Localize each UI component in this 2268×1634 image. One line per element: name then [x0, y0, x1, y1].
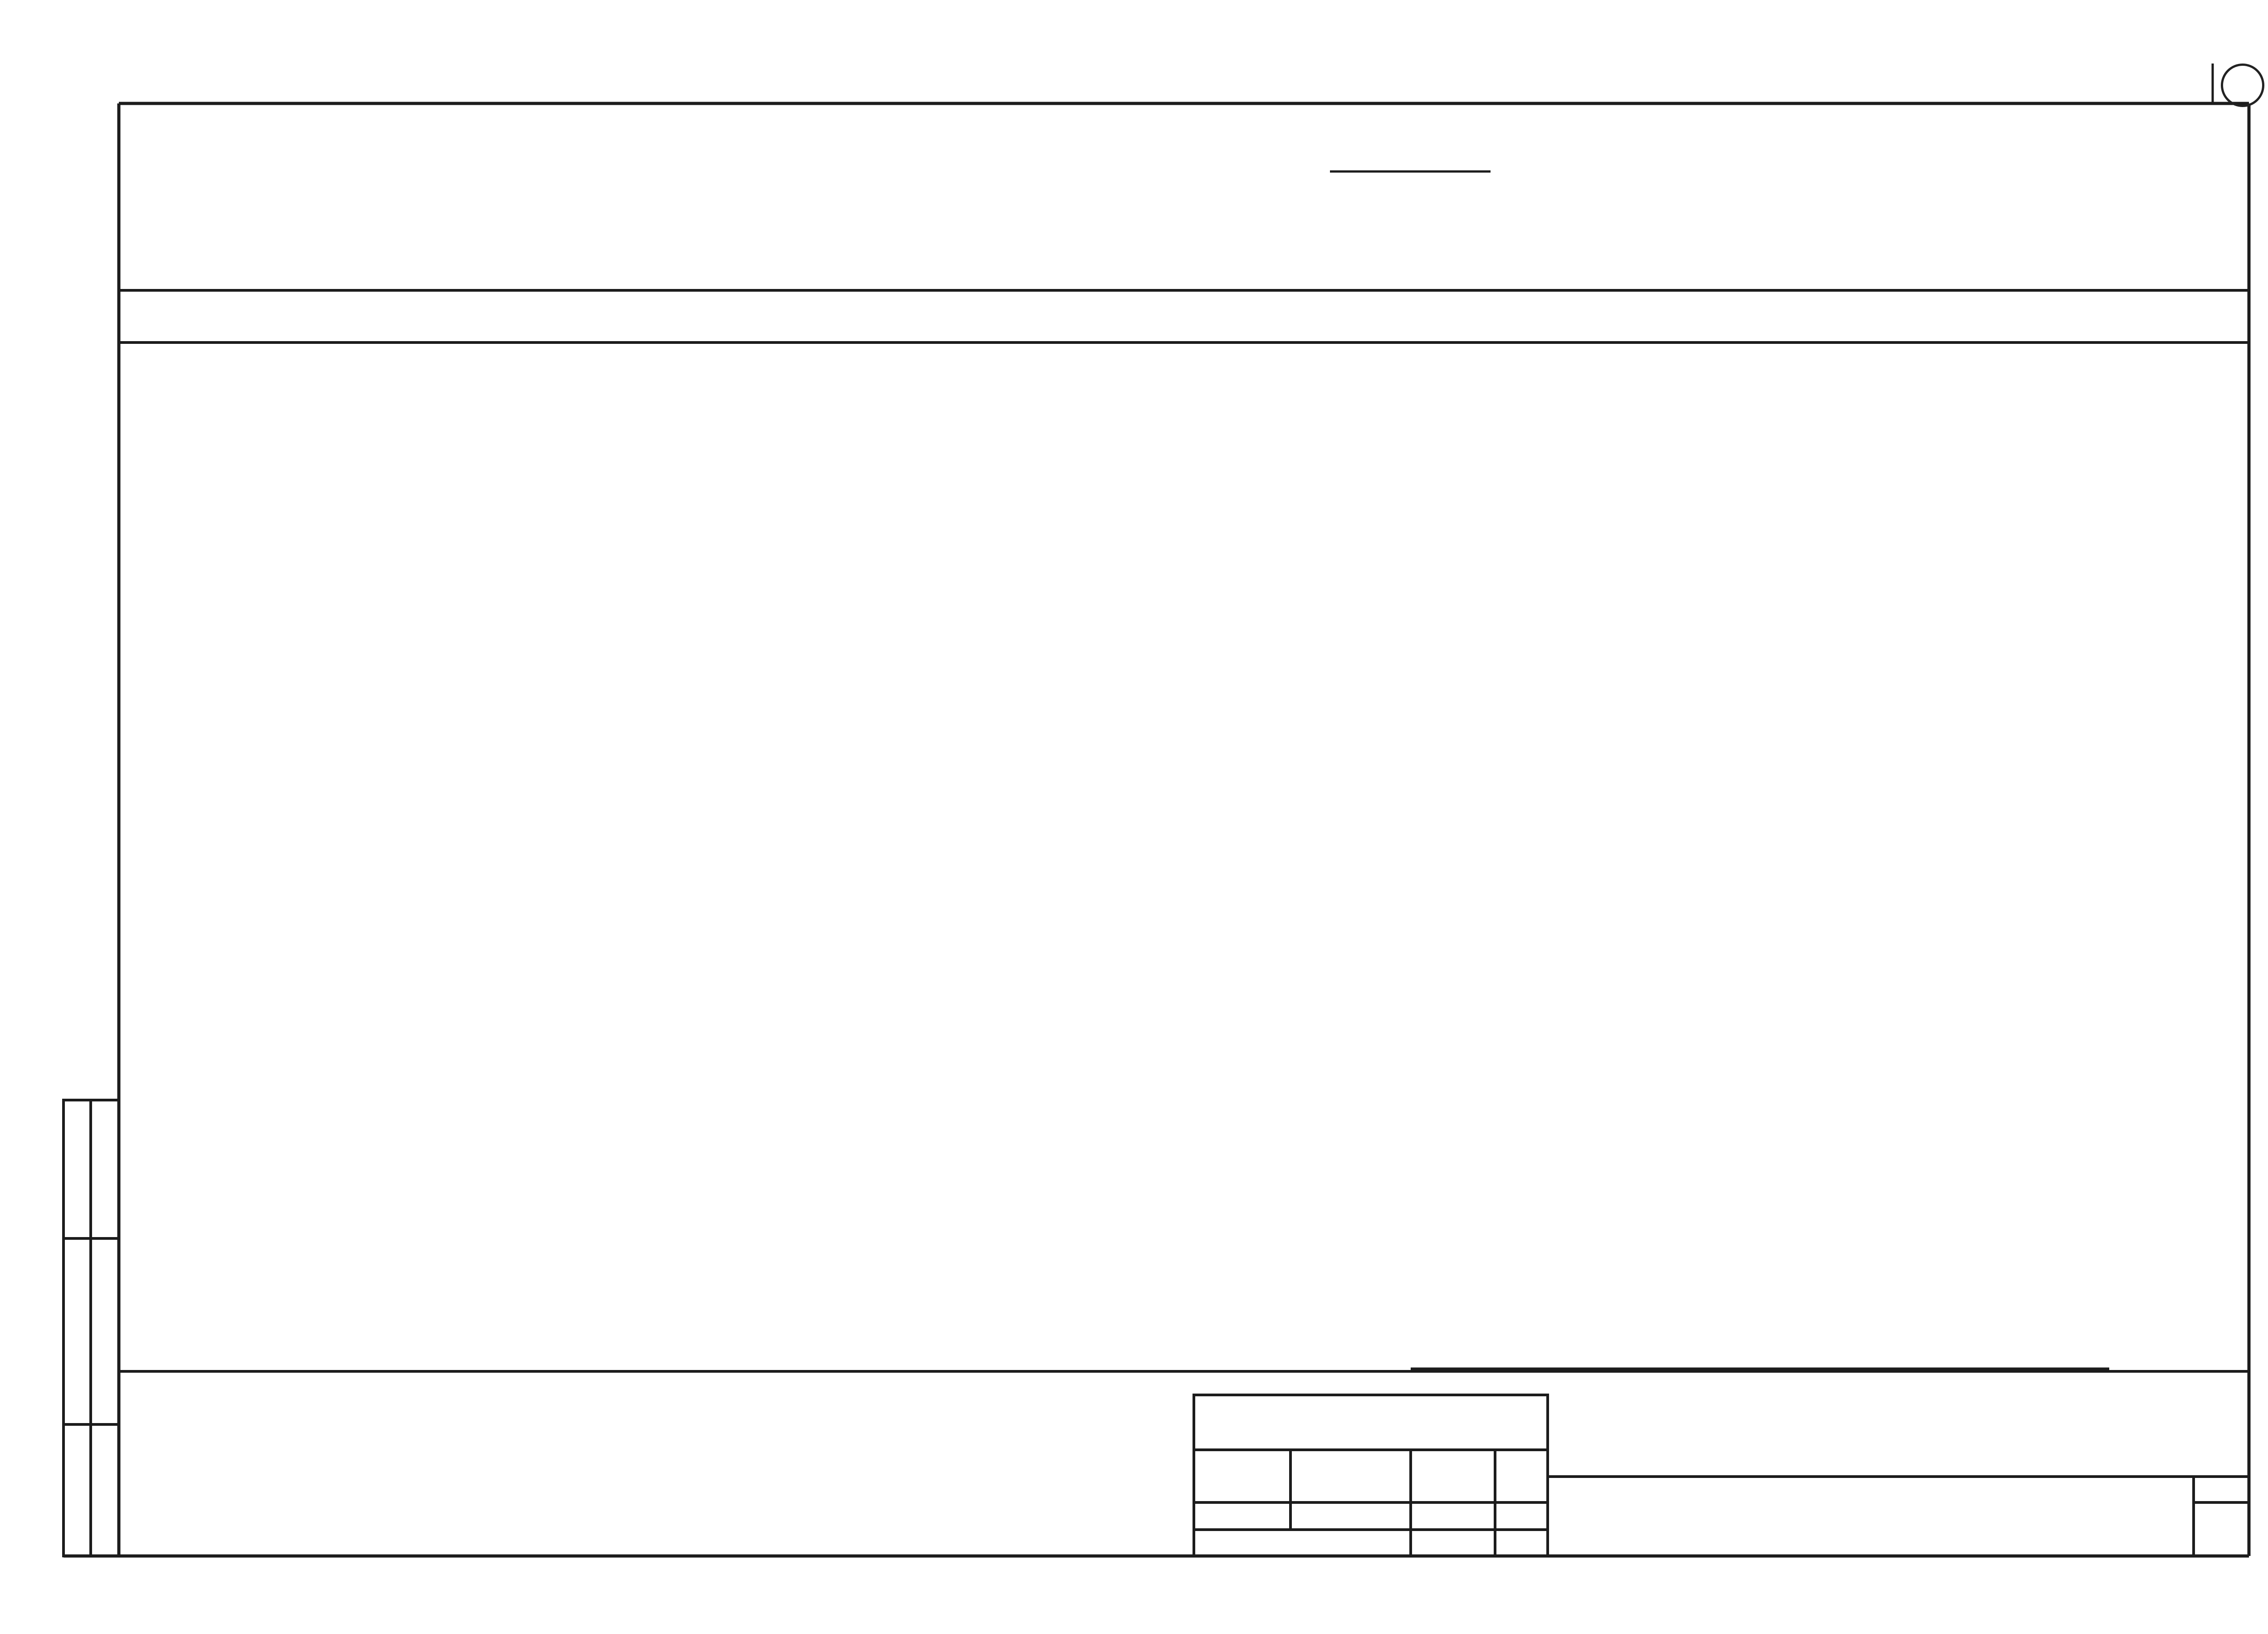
page-mark	[2221, 64, 2264, 107]
